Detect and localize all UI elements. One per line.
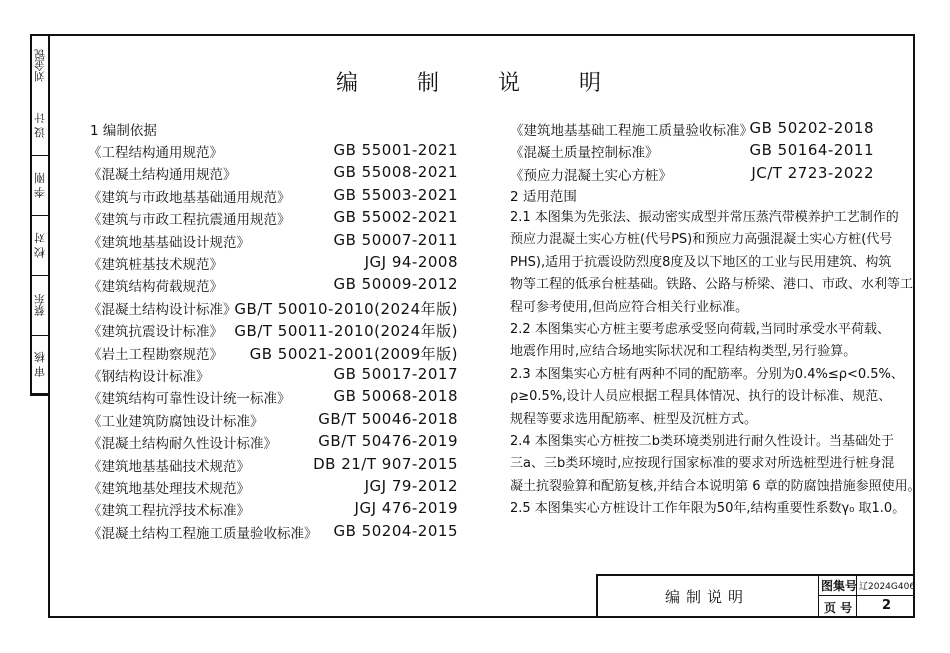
para-line: 物等工程的低承台桩基础。铁路、公路与桥梁、港口、市政、水利等工 <box>510 277 914 293</box>
title-block-divider <box>818 574 819 618</box>
standard-row <box>88 320 458 342</box>
standard-code: GB 50202-2018 <box>749 119 874 137</box>
para-line: ρ≥0.5%,设计人员应根据工程具体情况、执行的设计标准、规范、 <box>510 389 892 405</box>
strip-design: 蔡东 <box>32 276 48 336</box>
paragraph-2-2 <box>510 319 888 364</box>
standard-row <box>88 275 458 297</box>
standard-name: 《建筑结构荷载规范》 <box>88 279 223 296</box>
standard-row <box>88 141 458 163</box>
standard-code: GB 55003-2021 <box>333 185 458 204</box>
standard-row <box>88 455 458 477</box>
atlas-number-label: 图集号 <box>821 579 858 593</box>
standard-name: 《建筑地基基础工程施工质量验收标准》 <box>510 123 753 139</box>
standard-name: 《钢结构设计标准》 <box>88 369 210 385</box>
para-line: 2.1 本图集为先张法、振动密实成型并常压蒸汽带模养护工艺制作的 <box>510 210 899 225</box>
standard-name: 《建筑地基基础设计规范》 <box>88 234 250 251</box>
standard-code: GB 50068-2018 <box>333 387 458 406</box>
standard-code: GB 55001-2021 <box>333 141 458 159</box>
para-line: 预应力混凝土实心方桩(代号PS)和预应力高强混凝土实心方桩(代号 <box>510 232 893 248</box>
standard-row <box>510 119 874 141</box>
standard-row <box>88 365 458 387</box>
paragraph-2-1 <box>510 207 914 319</box>
standard-code: GB/T 50010-2010(2024年版) <box>234 299 458 318</box>
atlas-number: 辽2024G406 <box>859 582 916 592</box>
para-line: 凝土抗裂验算和配筋复核,并结合本说明第 6 章的防腐蚀措施参照使用。 <box>510 478 921 494</box>
side-signature-strip <box>30 34 50 396</box>
standard-code: JGJ 94-2008 <box>364 253 458 271</box>
strip-checker: 校 对 <box>32 216 48 276</box>
standard-name: 《混凝土结构设计标准》 <box>88 301 237 318</box>
para-line: 规程等要求选用配筋率、桩型及沉桩方式。 <box>510 411 758 427</box>
title-block-divider <box>818 595 915 596</box>
standard-name: 《建筑地基基础技术规范》 <box>88 458 250 475</box>
standard-code: JGJ 79-2012 <box>364 477 458 495</box>
page-number: 2 <box>882 598 892 613</box>
standard-row <box>88 343 458 365</box>
standard-code: GB 50009-2012 <box>333 275 458 294</box>
standard-name: 《建筑桩基技术规范》 <box>88 257 223 273</box>
standard-row <box>88 186 458 208</box>
standard-row <box>88 163 458 185</box>
standard-name: 《建筑工程抗浮技术标准》 <box>88 503 250 520</box>
standard-row <box>88 410 458 432</box>
standard-row <box>88 432 458 454</box>
section1-heading: 1 编制依据 <box>90 123 157 139</box>
standard-name: 《建筑抗震设计标准》 <box>88 324 223 341</box>
standard-name: 《工业建筑防腐蚀设计标准》 <box>88 413 264 430</box>
standard-row <box>88 298 458 320</box>
standard-name: 《建筑地基处理技术规范》 <box>88 481 250 497</box>
standard-code: GB 50164-2011 <box>749 141 874 160</box>
standard-code: GB 50021-2001(2009年版) <box>249 344 458 363</box>
standard-row <box>510 141 874 163</box>
standard-row <box>88 522 458 544</box>
standard-row <box>88 231 458 253</box>
strip-check: 李 刚 <box>32 156 48 216</box>
para-line: 程可参考使用,但尚应符合相关行业标准。 <box>510 299 749 315</box>
paragraph-2-3 <box>510 364 904 431</box>
para-line: 2.5 本图集实心方桩设计工作年限为50年,结构重要性系数γ₀ 取1.0。 <box>510 501 906 517</box>
standard-code: DB 21/T 907-2015 <box>313 454 458 473</box>
para-line: PHS),适用于抗震设防烈度8度及以下地区的工业与民用建筑、构筑 <box>510 254 892 270</box>
standard-name: 《预应力混凝土实心方桩》 <box>510 167 672 184</box>
standard-name: 《建筑结构可靠性设计统一标准》 <box>88 391 291 408</box>
para-line: 2.3 本图集实心方桩有两种不同的配筋率。分别为0.4%≤ρ<0.5%、 <box>510 367 904 382</box>
strip-auditor: 设 计 <box>32 96 48 156</box>
standard-code: JC/T 2723-2022 <box>751 163 874 182</box>
standard-row <box>88 387 458 409</box>
standard-code: GB 55008-2021 <box>333 163 458 182</box>
para-line: 2.2 本图集实心方桩主要考虑承受竖向荷载,当同时承受水平荷载、 <box>510 322 890 337</box>
section2-heading: 2 适用范围 <box>510 189 577 205</box>
standard-code: GB 55002-2021 <box>333 208 458 227</box>
para-line: 三a、三b类环境时,应按现行国家标准的要求对所选桩型进行桩身混 <box>510 456 895 472</box>
standard-row <box>88 208 458 230</box>
standard-name: 《工程结构通用规范》 <box>88 145 223 161</box>
standard-row <box>510 164 874 186</box>
standard-row <box>88 477 458 499</box>
standard-code: GB 50007-2011 <box>333 230 458 249</box>
para-line: 地震作用时,应结合场地实际状况和工程结构类型,另行验算。 <box>510 344 857 360</box>
standard-name: 《建筑与市政地基基础通用规范》 <box>88 189 291 206</box>
standard-code: JGJ 476-2019 <box>354 499 458 518</box>
standard-name: 《混凝土质量控制标准》 <box>510 145 659 162</box>
standard-name: 《岩土工程勘察规范》 <box>88 346 223 363</box>
standard-code: GB/T 50046-2018 <box>318 409 458 428</box>
standard-name: 《混凝土结构耐久性设计标准》 <box>88 436 277 453</box>
standard-name: 《混凝土结构工程施工质量验收标准》 <box>88 525 318 542</box>
standard-row <box>88 499 458 521</box>
standard-code: GB/T 50011-2010(2024年版) <box>234 322 458 341</box>
standard-code: GB 50204-2015 <box>333 521 458 540</box>
standard-code: GB/T 50476-2019 <box>318 432 458 451</box>
standard-name: 《混凝土结构通用规范》 <box>88 167 237 184</box>
standard-name: 《建筑与市政工程抗震通用规范》 <box>88 212 291 229</box>
title-block-name: 编制说明 <box>664 587 749 606</box>
page-number-label: 页 号 <box>824 601 853 615</box>
page-title: 编 制 说 明 <box>336 71 627 96</box>
para-line: 2.4 本图集实心方桩按二b类环境类别进行耐久性设计。当基础处于 <box>510 434 895 449</box>
standard-code: GB 50017-2017 <box>333 365 458 383</box>
strip-audit: 刘金锐 <box>33 49 47 83</box>
strip-designer: 审 核 <box>32 336 48 394</box>
paragraph-2-4 <box>510 431 921 521</box>
standard-row <box>88 253 458 275</box>
